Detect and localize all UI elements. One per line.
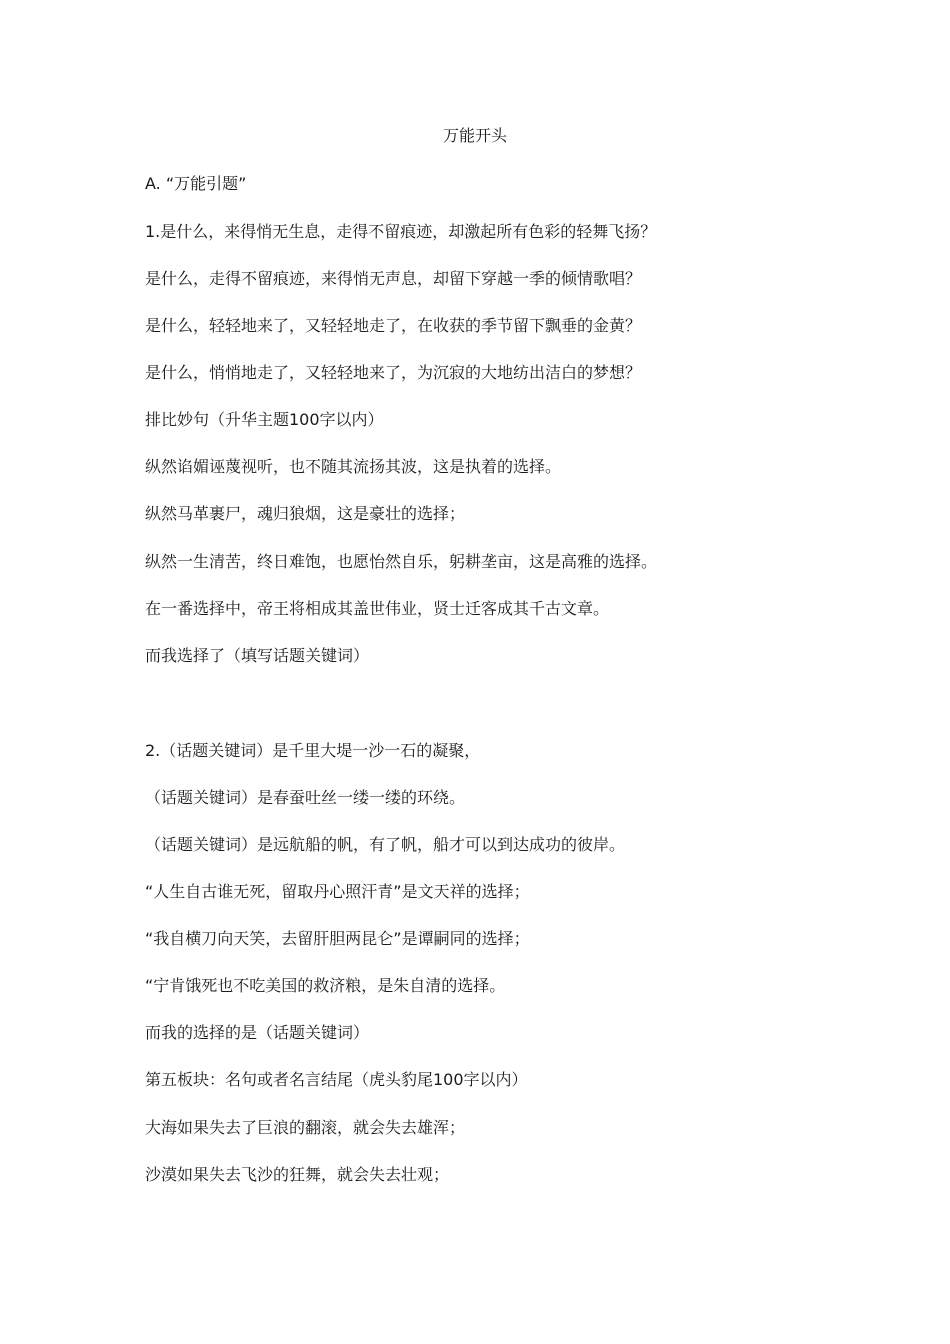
text-line: 而我选择了（填写话题关键词）: [145, 646, 370, 665]
text-line: 大海如果失去了巨浪的翻滚，就会失去雄浑；: [145, 1118, 466, 1137]
text-line: 在一番选择中，帝王将相成其盖世伟业，贤士迁客成其千古文章。: [145, 599, 610, 618]
text-line: 纵然谄媚诬蔑视听，也不随其流扬其波，这是执着的选择。: [145, 457, 562, 476]
text-line: 纵然一生清苦，终日难饱，也愿怡然自乐，躬耕垄亩，这是高雅的选择。: [145, 552, 658, 571]
text-line: “我自横刀向天笑，去留肝胆两昆仑”是谭嗣同的选择；: [145, 929, 530, 948]
text-line: 2.（话题关键词）是千里大堤一沙一石的凝聚，: [145, 741, 481, 760]
text-line: 1.是什么，来得悄无生息，走得不留痕迹，却激起所有色彩的轻舞飞扬？: [145, 222, 657, 241]
text-line: （话题关键词）是春蚕吐丝一缕一缕的环绕。: [145, 788, 466, 807]
text-line: 纵然马革裹尸，魂归狼烟，这是豪壮的选择；: [145, 504, 466, 523]
text-line: “宁肯饿死也不吃美国的救济粮，是朱自清的选择。: [145, 976, 506, 995]
text-line: “人生自古谁无死，留取丹心照汗青”是文天祥的选择；: [145, 882, 530, 901]
section-heading: A. “万能引题”: [145, 174, 247, 193]
text-line: （话题关键词）是远航船的帆，有了帆，船才可以到达成功的彼岸。: [145, 835, 626, 854]
text-line: 是什么，轻轻地来了，又轻轻地走了，在收获的季节留下飘垂的金黄？: [145, 316, 642, 335]
page-title: 万能开头: [442, 126, 507, 145]
text-line: 沙漠如果失去飞沙的狂舞，就会失去壮观；: [145, 1165, 450, 1184]
text-line: 是什么，走得不留痕迹，来得悄无声息，却留下穿越一季的倾情歌唱？: [145, 269, 642, 288]
text-line: 是什么，悄悄地走了，又轻轻地来了，为沉寂的大地纺出洁白的梦想？: [145, 363, 642, 382]
subheading-line: 第五板块：名句或者名言结尾（虎头豹尾100字以内）: [145, 1070, 528, 1089]
text-line: 而我的选择的是（话题关键词）: [145, 1023, 370, 1042]
subheading-line: 排比妙句（升华主题100字以内）: [145, 410, 384, 429]
